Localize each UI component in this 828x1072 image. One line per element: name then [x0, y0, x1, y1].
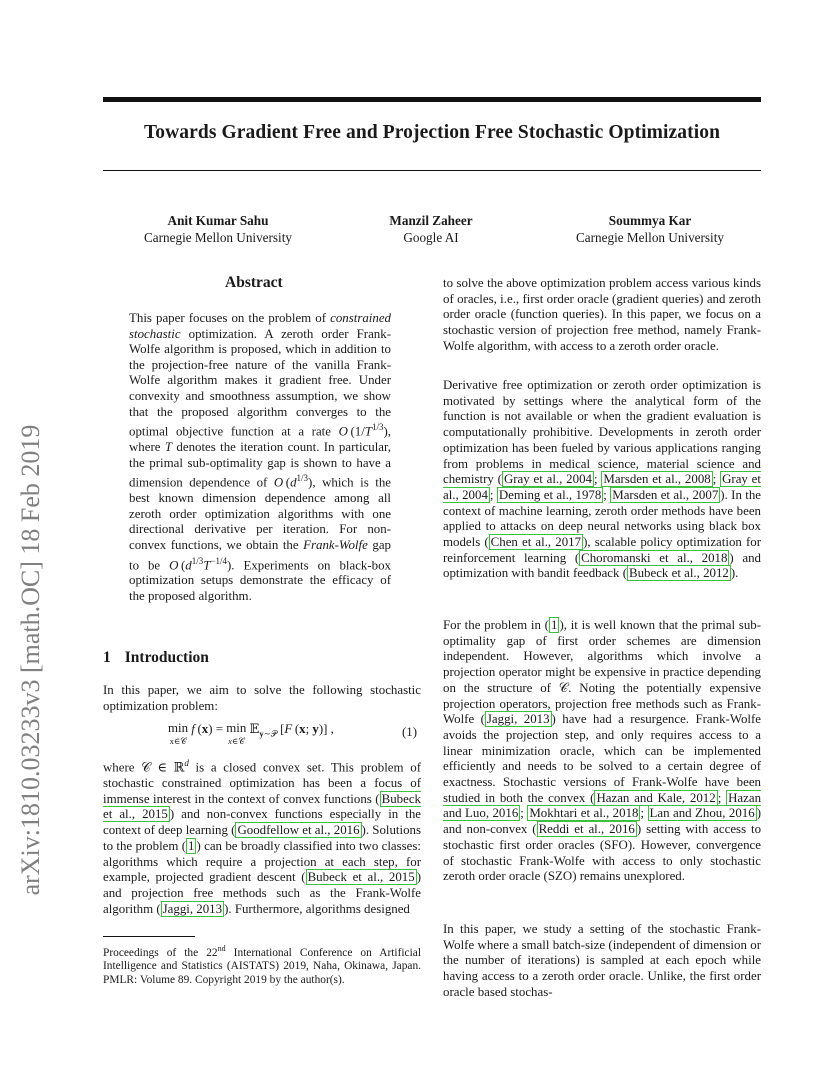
- author-affiliation: Google AI: [403, 230, 459, 245]
- citation-link[interactable]: Lan and Zhou, 2016: [649, 806, 755, 821]
- citation-link[interactable]: Gray et al., 2004: [503, 472, 592, 487]
- right-paragraph-2: Derivative free optimization or zeroth order optimization is motivated by settings where the analytical form of the function is not available or when the gradient evaluation is computationally prohibitive. Developments in zeroth order optimization has been fueled by various applications ranging from problems in medical science, material science and chemistry ( Gray et al., 2004 ; Marsden et al., 2008 ; Gray et al., 2004 ; Deming et al., 1978 ; Marsden et al., 2007 ). In the context of machine learning, zeroth order methods have been applied to attacks on deep neural networks using black box models ( Chen et al., 2017 ), scalable policy optimization for reinforcement learning ( Choromanski et al., 2018 ) and optimization with bandit feedback ( Bubeck et al., 2012 ).: [443, 378, 762, 581]
- author-affiliation: Carnegie Mellon University: [576, 230, 724, 245]
- citation-link[interactable]: Jaggi, 2013: [162, 901, 223, 916]
- intro-paragraph-2: where 𝒞 ∈ ℝ$^d$ is a closed convex set. This problem of stochastic constrained optimization has been a focus of immense interest in the context of convex functions ( Bubeck et al., 2015 ) and non-convex functions especially in the context of deep learning ( Goodfellow et al., 2016 ). Solutions to the problem ( 1 ) can be broadly classified into two classes: algorithms which require a projection at each step, for example, projected gradient descent ( Bubeck et al., 2015 ) and projection free methods such as the Frank-Wolfe algorithm ( Jaggi, 2013 ). Furthermore, algorithms designed: [103, 758, 422, 916]
- citation-link[interactable]: Bubeck et al., 2015: [307, 870, 415, 885]
- paper-title: Towards Gradient Free and Projection Free Stochastic Optimization: [143, 122, 721, 143]
- citation-link[interactable]: Choromanski et al., 2018: [581, 550, 728, 565]
- equation-1: [103, 722, 421, 752]
- abstract-body: This paper focuses on the problem of constrained stochastic optimization. A zeroth order Frank-Wolfe algorithm is proposed, which in addition to the projection-free nature of the vanilla Frank-Wolfe algorithm makes it gradient free. Under convexity and smoothness assumption, we show that the proposed algorithm converges to the optimal objective function at a rate O $(1/T^{1/3})$, where T denotes the iteration count. In particular, the primal sub-optimality gap is shown to have a dimension dependence of O $(d^{1/3})$, which is the best known dimension dependence among all zeroth order optimization algorithms with one directional derivative per iteration. For non-convex functions, we obtain the Frank-Wolfe gap to be O $(d^{1/3}T^{-1/4})$. Experiments on black-box optimization setups demonstrate the efficacy of the proposed algorithm.: [129, 311, 391, 603]
- citation-link[interactable]: Chen et al., 2017: [490, 535, 582, 550]
- section-heading-introduction: [103, 649, 209, 667]
- citation-link[interactable]: Bubeck et al., 2015: [103, 791, 421, 822]
- citation-link[interactable]: Bubeck et al., 2012: [629, 566, 729, 581]
- citation-link[interactable]: Marsden et al., 2008: [603, 472, 711, 487]
- citation-link[interactable]: Deming et al., 1978: [498, 487, 602, 502]
- author-block-3: [545, 212, 755, 246]
- right-paragraph-3: For the problem in ( 1 ), it is well known that the primal sub-optimality gap of first order schemes are dimension independent. However, algorithms which involve a projection operator might be expensive in practice depending on the structure of 𝒞. Noting the potentially expensive projection operators, projection free methods such as Frank-Wolfe ( Jaggi, 2013 ) have had a resurgence. Frank-Wolfe avoids the projection step, and only requires access to a linear minimization oracle, which can be implemented efficiently and needs to be solved to a certain degree of exactness. Stochastic versions of Frank-Wolfe have been studied in both the convex ( Hazan and Kale, 2012 ; Hazan and Luo, 2016 ; Mokhtari et al., 2018 ; Lan and Zhou, 2016 ) and non-convex ( Reddi et al., 2016 ) setting with access to stochastic first order oracles (SFO). However, convergence of stochastic Frank-Wolfe with access to only stochastic zeroth order oracle (SZO) remains unexplored.: [443, 618, 762, 884]
- title-bottom-rule: [103, 170, 761, 171]
- citation-link[interactable]: Mokhtari et al., 2018: [529, 806, 639, 821]
- footnote: Proceedings of the 22nd International Conference on Artificial Intelligence and Statistics (AISTATS) 2019, Naha, Okinawa, Japan. PMLR: Volume 89. Copyright 2019 by the author(s).: [103, 944, 421, 986]
- author-affiliation: Carnegie Mellon University: [144, 230, 292, 245]
- citation-link[interactable]: Hazan and Kale, 2012: [596, 790, 716, 805]
- author-name: Soummya Kar: [608, 213, 692, 228]
- citation-link[interactable]: Hazan and Luo, 2016: [443, 790, 762, 821]
- citation-link[interactable]: Reddi et al., 2016: [538, 822, 635, 837]
- author-block-1: [118, 212, 318, 246]
- footnote-rule: [103, 936, 195, 937]
- equation-ref-link[interactable]: 1: [550, 618, 558, 632]
- right-paragraph-4: In this paper, we study a setting of the stochastic Frank-Wolfe where a small batch-size (independent of dimension or the number of iterations) is sampled at each epoch while having access to a zeroth order oracle. Unlike, the first order oracle based stochas-: [443, 922, 761, 999]
- equation-ref-link[interactable]: 1: [188, 838, 195, 853]
- citation-link[interactable]: Goodfellow et al., 2016: [237, 823, 360, 838]
- intro-paragraph-1: In this paper, we aim to solve the following stochastic optimization problem:: [103, 683, 421, 713]
- abstract-heading: Abstract: [225, 274, 283, 291]
- section-title: Introduction: [124, 649, 209, 666]
- right-paragraph-1: to solve the above optimization problem access various kinds of oracles, i.e., first order oracle (gradient queries) and zeroth order oracle (function queries). In this paper, we focus on a stochastic version of projection free method, namely Frank-Wolfe algorithm, with access to a zeroth order oracle.: [443, 276, 761, 353]
- citation-link[interactable]: Marsden et al., 2007: [612, 487, 719, 502]
- author-block-2: [341, 212, 521, 246]
- equation-number: (1): [401, 725, 417, 739]
- title-top-rule: [103, 97, 761, 102]
- equation-body: min x∈𝒞 f (x) = min x∈𝒞 𝔼$_{y\sim 𝒫}$ [F (x; y)] ,: [168, 721, 334, 746]
- author-name: Manzil Zaheer: [389, 213, 473, 228]
- citation-link[interactable]: Gray et al., 2004: [443, 472, 761, 502]
- citation-link[interactable]: Jaggi, 2013: [486, 712, 550, 727]
- section-number: 1: [103, 649, 111, 666]
- author-name: Anit Kumar Sahu: [167, 213, 269, 228]
